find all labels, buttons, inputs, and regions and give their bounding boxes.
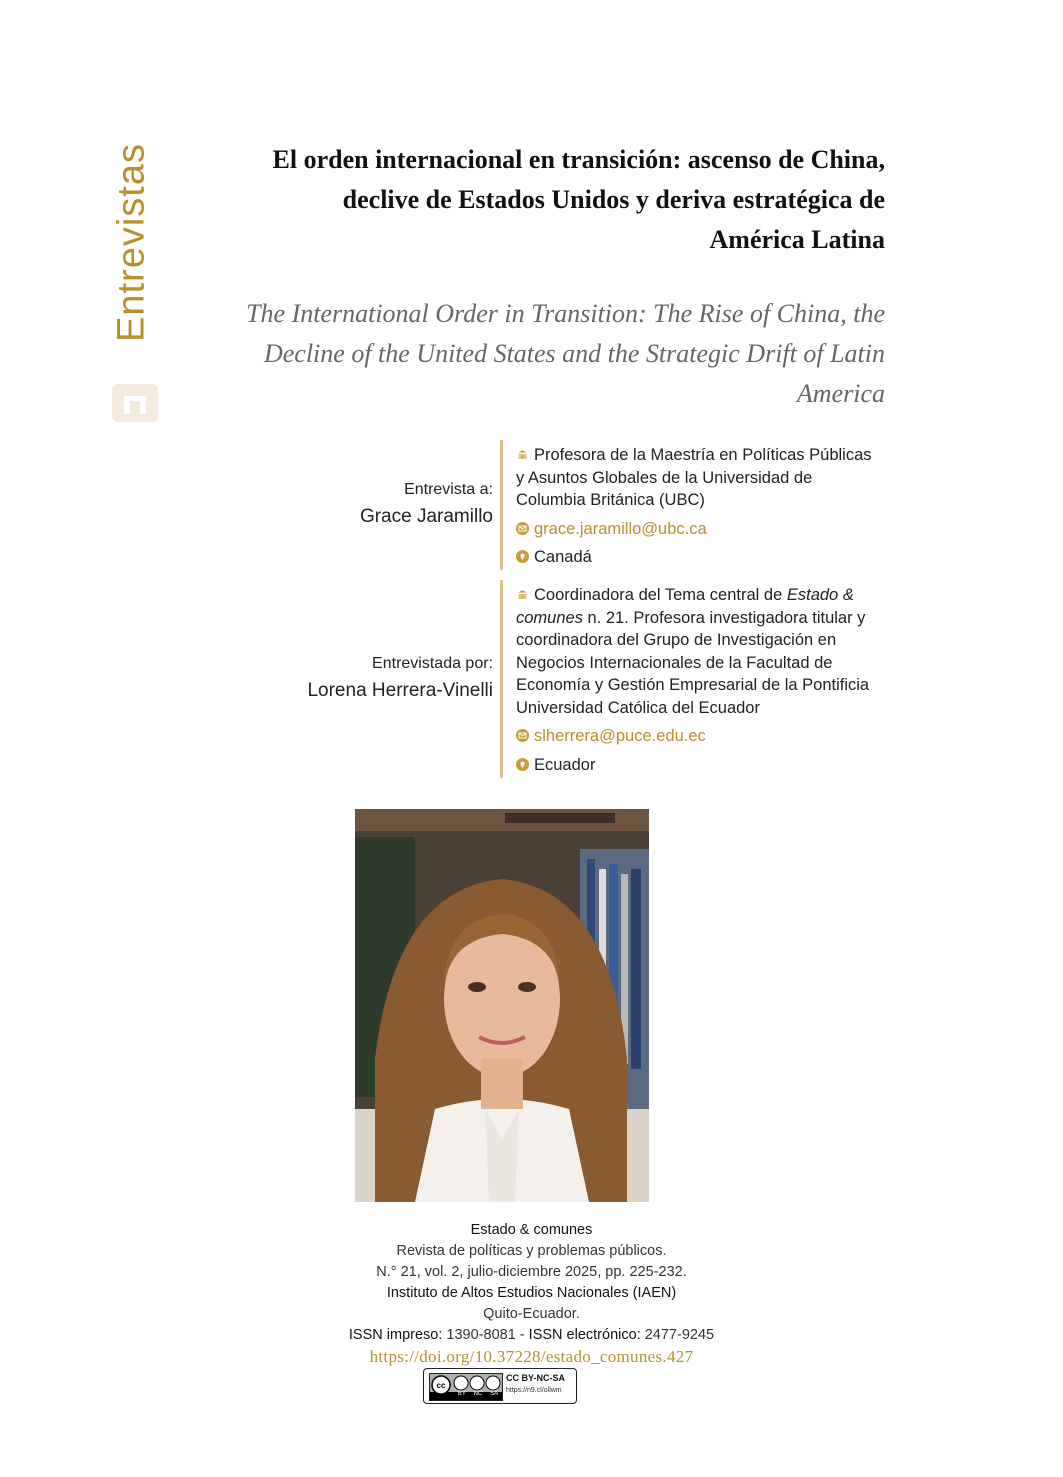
cc-license-icon bbox=[429, 1373, 503, 1401]
interviewee-label: Entrevista a: bbox=[404, 481, 493, 498]
cc-license-badge[interactable] bbox=[423, 1368, 577, 1404]
interviewer-affiliation: Coordinadora del Tema central de Estado & comunes n. 21. Profesora investigadora titular y coordinadora del Grupo de Investigación en Negocios Internacionales de la Facultad de Economía y Gestión Empresarial de la Pontificia Universidad Católica del Ecuador bbox=[516, 586, 870, 717]
interviewee-email-link[interactable]: grace.jaramillo@ubc.ca bbox=[534, 519, 707, 538]
interviewer-name: Lorena Herrera-Vinelli bbox=[307, 680, 493, 701]
journal-logo-icon bbox=[112, 384, 158, 422]
section-label: Entrevistas bbox=[110, 143, 153, 343]
license-name: CC BY-NC-SA bbox=[506, 1373, 566, 1383]
interviewer-label: Entrevistada por: bbox=[372, 655, 493, 672]
mail-icon bbox=[516, 522, 529, 535]
interviewee-email-row bbox=[516, 518, 876, 541]
interviewee-country: Canadá bbox=[534, 548, 592, 566]
article-title-en: The International Order in Transition: The Rise of China, the Decline of the United States and the Strategic Drift of Latin America bbox=[246, 299, 885, 408]
journal-name: Estado & comunes bbox=[470, 1222, 593, 1238]
interviewee-portrait-photo bbox=[355, 809, 649, 1202]
svg-text:cc: cc bbox=[436, 1381, 446, 1390]
institute-name: Instituto de Altos Estudios Nacionales (IAEN) bbox=[386, 1285, 677, 1301]
journal-subtitle: Revista de políticas y problemas públicos. bbox=[396, 1243, 667, 1259]
location-pin-icon bbox=[516, 550, 529, 563]
institution-icon bbox=[516, 448, 529, 461]
article-title-es: El orden internacional en transición: ascenso de China, declive de Estados Unidos y deriva estratégica de América Latina bbox=[272, 145, 885, 254]
interviewer-email-row bbox=[516, 725, 876, 748]
interviewer-email-link[interactable]: slherrera@puce.edu.ec bbox=[534, 727, 706, 745]
license-url[interactable]: https://n9.cl/ollwm bbox=[506, 1387, 562, 1394]
location-pin-icon bbox=[516, 758, 529, 771]
mail-icon bbox=[516, 729, 529, 742]
interviewee-label-group bbox=[360, 478, 493, 532]
doi-link[interactable]: https://doi.org/10.37228/estado_comunes.427 bbox=[369, 1347, 694, 1366]
issue-info: N.° 21, vol. 2, julio-diciembre 2025, pp. 225-232. bbox=[376, 1264, 687, 1280]
interviewer-label-group bbox=[307, 652, 493, 706]
interviewee-details bbox=[516, 444, 876, 575]
publication-footer bbox=[0, 1220, 1063, 1367]
cc-term-sa: SA bbox=[490, 1391, 499, 1397]
interviewee-name: Grace Jaramillo bbox=[359, 506, 493, 527]
interviewee-affiliation: Profesora de la Maestría en Políticas Públicas y Asuntos Globales de la Universidad de Columbia Británica (UBC) bbox=[516, 446, 872, 509]
interviewee-block bbox=[0, 440, 1063, 570]
interviewer-details bbox=[516, 584, 876, 782]
divider bbox=[500, 440, 503, 570]
interviewer-country-row bbox=[516, 754, 876, 777]
issn-line: ISSN impreso: 1390-8081 - ISSN electrónico: 2477-9245 bbox=[348, 1327, 715, 1343]
city: Quito-Ecuador. bbox=[483, 1306, 580, 1322]
interviewer-country: Ecuador bbox=[534, 755, 596, 774]
interviewer-block bbox=[0, 580, 1063, 778]
divider bbox=[500, 580, 503, 778]
cc-term-by: BY bbox=[457, 1391, 466, 1397]
cc-term-nc: NC bbox=[473, 1391, 483, 1397]
institution-icon bbox=[516, 588, 529, 601]
interviewee-country-row bbox=[516, 546, 876, 569]
